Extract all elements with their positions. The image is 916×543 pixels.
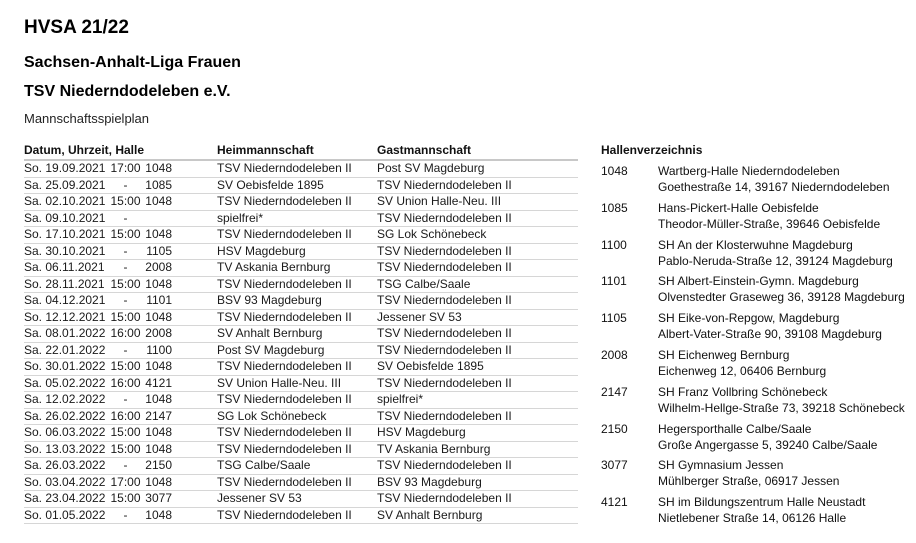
- match-time: -: [123, 507, 128, 522]
- table-row: [24, 310, 578, 327]
- guest-team: SV Anhalt Bernburg: [377, 507, 483, 522]
- guest-team: BSV 93 Magdeburg: [377, 474, 482, 489]
- guest-team: TSV Niederndodeleben II: [377, 210, 512, 225]
- match-time: 15:00: [110, 194, 141, 208]
- match-date: So. 06.03.2022: [24, 425, 106, 439]
- match-date: Sa. 05.02.2022: [24, 375, 106, 390]
- match-date: So. 30.01.2022: [24, 359, 106, 373]
- match-hall: 1048: [145, 359, 172, 373]
- home-team: TSV Niederndodeleben II: [217, 425, 352, 439]
- hall-list-item: [601, 384, 906, 421]
- match-hall: 1101: [146, 293, 172, 307]
- schedule-table: [24, 143, 578, 524]
- match-date: So. 12.12.2021: [24, 309, 106, 324]
- match-date: Sa. 23.04.2022: [24, 491, 106, 505]
- match-date: Sa. 26.02.2022: [24, 408, 106, 423]
- hall-name: Hegersporthalle Calbe/Saale: [658, 421, 812, 436]
- guest-team: SV Union Halle-Neu. III: [377, 194, 502, 208]
- hall-list-item: [601, 200, 906, 237]
- match-date: Sa. 06.11.2021: [24, 260, 105, 274]
- schedule-body: [24, 161, 578, 524]
- hall-code: 1085: [601, 200, 628, 215]
- hall-name: Wartberg-Halle Niederndodeleben: [658, 164, 840, 178]
- match-time: -: [123, 392, 128, 406]
- match-time: 15:00: [110, 491, 141, 505]
- hall-name: Hans-Pickert-Halle Oebisfelde: [658, 200, 819, 215]
- match-time: -: [123, 210, 128, 225]
- column-header-guest: Gastmannschaft: [377, 143, 472, 157]
- match-date: Sa. 30.10.2021: [24, 243, 106, 258]
- match-hall: 1048: [145, 441, 172, 456]
- match-hall: 1048: [145, 194, 172, 208]
- guest-team: TSV Niederndodeleben II: [377, 177, 512, 192]
- home-team: SV Anhalt Bernburg: [217, 326, 323, 340]
- home-team: TSV Niederndodeleben II: [217, 276, 352, 291]
- table-row: [24, 359, 578, 376]
- guest-team: Post SV Magdeburg: [377, 161, 485, 175]
- hall-list-item: [601, 347, 906, 384]
- club-title: TSV Niederndodeleben e.V.: [24, 83, 231, 100]
- match-hall: 2150: [145, 458, 172, 472]
- table-row: [24, 161, 578, 178]
- match-date: Sa. 08.01.2022: [24, 326, 106, 340]
- home-team: SG Lok Schönebeck: [217, 408, 327, 423]
- match-time: 15:00: [110, 425, 141, 439]
- hall-code: 1048: [601, 164, 628, 178]
- match-hall: 1100: [146, 342, 172, 357]
- table-row: [24, 458, 578, 475]
- match-date: Sa. 22.01.2022: [24, 342, 106, 357]
- hall-address: Theodor-Müller-Straße, 39646 Oebisfelde: [658, 216, 881, 231]
- table-row: [24, 392, 578, 409]
- match-date: So. 13.03.2022: [24, 441, 106, 456]
- guest-team: TSV Niederndodeleben II: [377, 342, 512, 357]
- hall-directory-title: Hallenverzeichnis: [601, 143, 703, 157]
- hall-code: 4121: [601, 495, 628, 510]
- home-team: TSG Calbe/Saale: [217, 458, 311, 472]
- table-row: [24, 260, 578, 277]
- match-time: 15:00: [110, 276, 141, 291]
- home-team: SV Union Halle-Neu. III: [217, 375, 342, 390]
- match-time: 16:00: [110, 375, 141, 390]
- table-row: [24, 508, 578, 525]
- match-hall: 1048: [145, 276, 172, 291]
- match-time: 17:00: [110, 161, 141, 175]
- guest-team: spielfrei*: [377, 392, 424, 406]
- hall-address: Wilhelm-Hellge-Straße 73, 39218 Schönebeck: [658, 400, 905, 415]
- hall-list-item: [601, 421, 906, 458]
- match-hall: 1048: [145, 507, 172, 522]
- hall-address: Albert-Vater-Straße 90, 39108 Magdeburg: [658, 327, 882, 342]
- match-date: So. 17.10.2021: [24, 227, 106, 241]
- table-row: [24, 376, 578, 393]
- guest-team: TSV Niederndodeleben II: [377, 326, 512, 340]
- match-hall: 2008: [145, 260, 172, 274]
- guest-team: HSV Magdeburg: [377, 425, 466, 439]
- guest-team: TSV Niederndodeleben II: [377, 260, 512, 274]
- home-team: TSV Niederndodeleben II: [217, 507, 352, 522]
- match-date: So. 03.04.2022: [24, 474, 106, 489]
- match-date: Sa. 25.09.2021: [24, 177, 106, 192]
- hall-address: Nietlebener Straße 14, 06126 Halle: [658, 511, 847, 526]
- hall-name: SH Franz Vollbring Schönebeck: [658, 384, 828, 399]
- table-row: [24, 343, 578, 360]
- match-hall: 1085: [145, 177, 172, 192]
- table-row: [24, 244, 578, 261]
- hall-code: 1101: [601, 274, 627, 289]
- hall-name: SH Albert-Einstein-Gymn. Magdeburg: [658, 274, 859, 289]
- home-team: TSV Niederndodeleben II: [217, 194, 352, 208]
- match-date: Sa. 04.12.2021: [24, 293, 106, 307]
- hall-name: SH Eichenweg Bernburg: [658, 347, 790, 362]
- match-hall: 2147: [145, 408, 172, 423]
- table-row: [24, 491, 578, 508]
- home-team: TSV Niederndodeleben II: [217, 309, 352, 324]
- hall-code: 2008: [601, 347, 628, 362]
- hall-list-item: [601, 310, 906, 347]
- match-hall: 1048: [145, 309, 172, 324]
- match-date: So. 01.05.2022: [24, 507, 106, 522]
- hall-address: Olvenstedter Graseweg 36, 39128 Magdeburg: [658, 290, 905, 305]
- table-row: [24, 475, 578, 492]
- hall-address: Pablo-Neruda-Straße 12, 39124 Magdeburg: [658, 253, 893, 268]
- match-time: -: [123, 342, 128, 357]
- table-row: [24, 194, 578, 211]
- hall-name: SH Eike-von-Repgow, Magdeburg: [658, 311, 840, 326]
- table-row: [24, 442, 578, 459]
- home-team: TV Askania Bernburg: [217, 260, 331, 274]
- match-time: 15:00: [110, 441, 141, 456]
- hall-code: 1105: [601, 311, 627, 326]
- hall-address: Große Angergasse 5, 39240 Calbe/Saale: [658, 437, 878, 452]
- guest-team: Jessener SV 53: [377, 309, 462, 324]
- table-row: [24, 178, 578, 195]
- home-team: TSV Niederndodeleben II: [217, 359, 352, 373]
- table-row: [24, 211, 578, 228]
- column-header-home: Heimmannschaft: [217, 143, 314, 157]
- home-team: TSV Niederndodeleben II: [217, 474, 352, 489]
- match-hall: 1048: [145, 161, 172, 175]
- match-date: Sa. 12.02.2022: [24, 392, 106, 406]
- match-time: 15:00: [110, 309, 141, 324]
- guest-team: TSV Niederndodeleben II: [377, 293, 512, 307]
- match-time: 17:00: [110, 474, 141, 489]
- table-row: [24, 277, 578, 294]
- match-time: -: [123, 243, 128, 258]
- home-team: HSV Magdeburg: [217, 243, 306, 258]
- match-time: -: [123, 293, 128, 307]
- home-team: BSV 93 Magdeburg: [217, 293, 322, 307]
- table-row: [24, 425, 578, 442]
- match-date: Sa. 09.10.2021: [24, 210, 106, 225]
- home-team: Post SV Magdeburg: [217, 342, 325, 357]
- match-hall: 1048: [145, 227, 172, 241]
- guest-team: TV Askania Bernburg: [377, 441, 491, 456]
- table-row: [24, 326, 578, 343]
- guest-team: SV Oebisfelde 1895: [377, 359, 484, 373]
- guest-team: TSV Niederndodeleben II: [377, 408, 512, 423]
- match-hall: 3077: [145, 491, 172, 505]
- hall-list: [601, 163, 906, 531]
- hall-name: SH im Bildungszentrum Halle Neustadt: [658, 495, 866, 510]
- hall-list-item: [601, 457, 906, 494]
- hall-code: 3077: [601, 458, 628, 473]
- hall-address: Goethestraße 14, 39167 Niederndodeleben: [658, 180, 890, 194]
- match-hall: 1048: [145, 474, 172, 489]
- match-time: -: [123, 260, 128, 274]
- guest-team: TSV Niederndodeleben II: [377, 243, 512, 258]
- guest-team: TSV Niederndodeleben II: [377, 375, 512, 390]
- match-hall: 1048: [145, 425, 172, 439]
- hall-list-item: [601, 163, 906, 200]
- hall-code: 1100: [601, 237, 627, 252]
- match-hall: 4121: [145, 375, 172, 390]
- hall-address: Mühlberger Straße, 06917 Jessen: [658, 474, 840, 489]
- match-time: -: [123, 177, 128, 192]
- match-date: Sa. 26.03.2022: [24, 458, 106, 472]
- hall-code: 2147: [601, 384, 628, 399]
- match-hall: 2008: [145, 326, 172, 340]
- guest-team: TSV Niederndodeleben II: [377, 491, 512, 505]
- match-date: Sa. 02.10.2021: [24, 194, 106, 208]
- guest-team: SG Lok Schönebeck: [377, 227, 487, 241]
- home-team: SV Oebisfelde 1895: [217, 177, 324, 192]
- home-team: TSV Niederndodeleben II: [217, 227, 352, 241]
- hall-list-item: [601, 273, 906, 310]
- schedule-header-row: [24, 143, 578, 161]
- hall-code: 2150: [601, 421, 628, 436]
- home-team: TSV Niederndodeleben II: [217, 392, 352, 406]
- hall-name: SH Gymnasium Jessen: [658, 458, 784, 473]
- home-team: TSV Niederndodeleben II: [217, 441, 352, 456]
- hall-directory: [601, 143, 906, 531]
- table-row: [24, 409, 578, 426]
- column-header-datetime-hall: Datum, Uhrzeit, Halle: [24, 143, 145, 157]
- home-team: Jessener SV 53: [217, 491, 302, 505]
- match-time: 15:00: [110, 227, 141, 241]
- guest-team: TSV Niederndodeleben II: [377, 458, 512, 472]
- guest-team: TSG Calbe/Saale: [377, 276, 471, 291]
- match-time: -: [123, 458, 128, 472]
- match-time: 15:00: [110, 359, 141, 373]
- hall-list-item: [601, 237, 906, 274]
- table-row: [24, 293, 578, 310]
- home-team: spielfrei*: [217, 210, 264, 225]
- document-title: HVSA 21/22: [24, 17, 129, 38]
- match-time: 16:00: [110, 326, 141, 340]
- match-date: So. 28.11.2021: [24, 276, 105, 291]
- match-hall: 1105: [146, 243, 172, 258]
- league-title: Sachsen-Anhalt-Liga Frauen: [24, 54, 241, 71]
- hall-address: Eichenweg 12, 06406 Bernburg: [658, 363, 827, 378]
- home-team: TSV Niederndodeleben II: [217, 161, 352, 175]
- table-row: [24, 227, 578, 244]
- hall-list-item: [601, 494, 906, 531]
- schedule-subtitle: Mannschaftsspielplan: [24, 111, 150, 126]
- match-date: So. 19.09.2021: [24, 161, 106, 175]
- hall-name: SH An der Klosterwuhne Magdeburg: [658, 237, 853, 252]
- match-hall: 1048: [145, 392, 172, 406]
- match-time: 16:00: [110, 408, 141, 423]
